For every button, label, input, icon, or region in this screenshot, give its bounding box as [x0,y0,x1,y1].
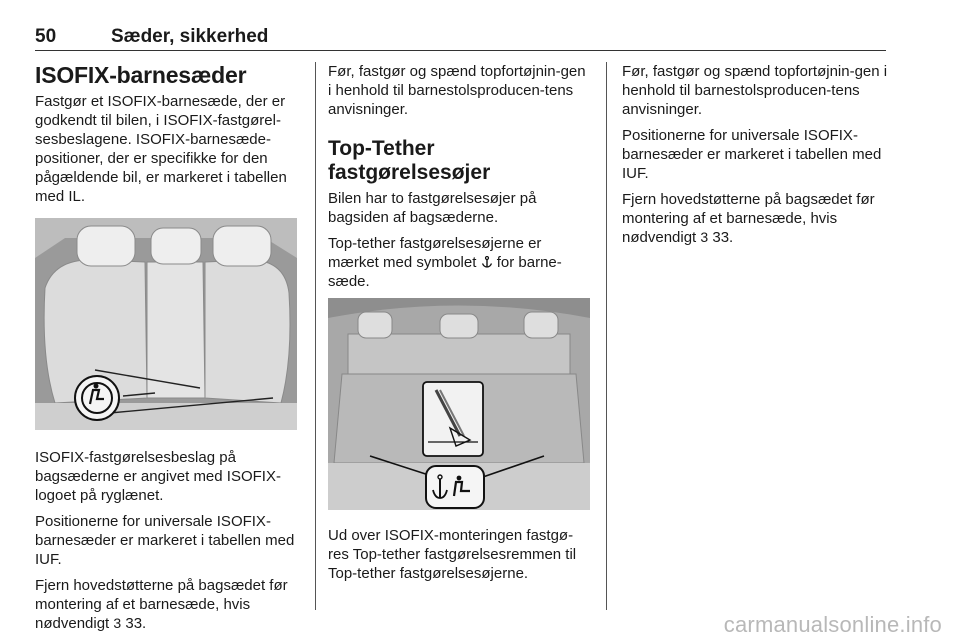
page-number: 50 [35,26,57,47]
section-heading-isofix: ISOFIX-barnesæder [35,62,247,88]
paragraph: Fjern hovedstøtterne på bagsædet før montering af et barnesæde, hvis nødvendigt 3 33. [622,191,875,246]
section-heading-top-tether: Top-Tether fastgørelsesøjer [328,137,491,184]
page-header [35,22,886,51]
figure-caption: ISOFIX-fastgørelsesbeslag på bagsæderne er angivet med ISOFIX-logoet på ryglænet. [35,449,281,504]
paragraph: Før, fastgør og spænd topfortøjnin-gen i henhold til barnestolsproducen-tens anvisninger. [328,63,586,118]
watermark: carmanualsonline.info [723,612,942,637]
paragraph: Fjern hovedstøtterne på bagsædet før montering af et barnesæde, hvis nødvendigt 3 33. [35,577,288,632]
page-reference-arrow: 3 [113,615,122,631]
paragraph: Top-tether fastgørelsesøjerne er mærket med symbolet for barne-sæde. [328,235,562,290]
paragraph: Før, fastgør og spænd topfortøjnin-gen i henhold til barnestolsproducen-tens anvisninger. [622,63,888,118]
column-divider [315,62,316,610]
column-3 [622,62,888,254]
paragraph: Positionerne for universale ISOFIX-barnesæder er markeret i tabellen med IUF. [35,513,295,568]
anchor-icon [481,254,497,271]
column-2 [328,62,592,590]
page-reference-arrow: 3 [700,229,709,245]
rear-seat-isofix-illustration [35,218,297,430]
column-1 [35,62,303,640]
paragraph: Fastgør et ISOFIX-barnesæde, der er godkendt til bilen, i ISOFIX-fastgørel-sesbeslagene. ISOFIX-barnesæde-positioner, der er specifikke for den pågældende bil, er markeret i tabellen med IL. [35,93,287,205]
paragraph: Bilen har to fastgørelsesøjer på bagsiden af bagsæderne. [328,190,537,226]
chapter-title: Sæder, sikkerhed [111,26,269,47]
column-divider [606,62,607,610]
page-reference[interactable]: 33. [125,615,147,632]
page-reference[interactable]: 33. [712,229,734,246]
figure-caption: Ud over ISOFIX-monteringen fastgø-res Top-tether fastgørelsesremmen til Top-tether fastgørelsesøjerne. [328,527,577,582]
rear-trunk-tether-illustration [328,298,590,510]
paragraph: Positionerne for universale ISOFIX-barnesæder er markeret i tabellen med IUF. [622,127,882,182]
